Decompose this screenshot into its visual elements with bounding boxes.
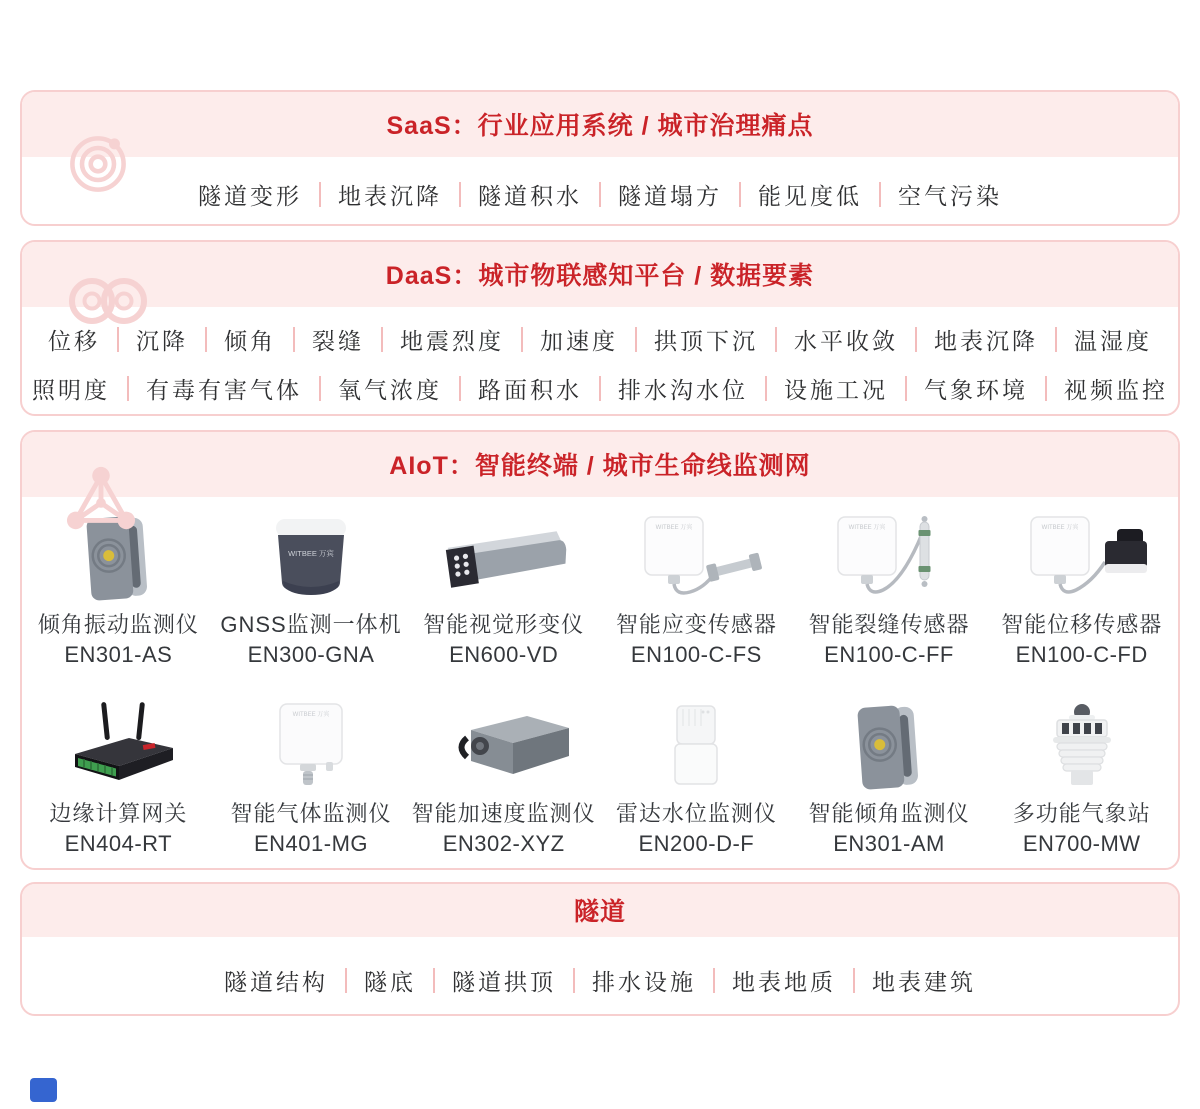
accelerometer-image (419, 698, 589, 794)
aiot-products-row-2 (22, 698, 1178, 859)
product-name: 雷达水位监测仪 (615, 801, 777, 826)
product-name: 智能应变传感器 (615, 612, 777, 637)
product-card (407, 698, 600, 859)
list-item: 水平收敛 (794, 328, 898, 354)
product-model: EN300-GNA (247, 642, 375, 667)
product-card (407, 509, 600, 670)
product-name: GNSS监测一体机 (220, 612, 402, 637)
list-item: 路面积水 (478, 377, 582, 403)
list-item: 隧道塌方 (618, 183, 722, 209)
product-name: 倾角振动监测仪 (37, 612, 199, 637)
displacement-sensor-image (997, 509, 1167, 605)
product-model: EN700-MW (1022, 831, 1141, 856)
product-card (793, 698, 986, 859)
list-item: 地震烈度 (400, 328, 504, 354)
list-item: 排水设施 (592, 969, 696, 995)
list-item: 地表地质 (732, 969, 836, 995)
tunnel-section (20, 882, 1180, 1016)
product-name: 边缘计算网关 (49, 801, 188, 826)
list-item: 氧气浓度 (338, 377, 442, 403)
product-card (985, 698, 1178, 859)
saas-items-row (181, 178, 1019, 211)
brand-label: WITBEE 万宾 (848, 525, 886, 531)
aiot-section-title: AIoT：智能终端 / 城市生命线监测网 (22, 432, 1178, 497)
edge-gateway-image (33, 698, 203, 794)
product-name: 智能加速度监测仪 (411, 801, 596, 826)
aiot-products-row-1 (22, 509, 1178, 670)
list-item: 视频监控 (1064, 377, 1168, 403)
daas-items-row-2 (20, 372, 1180, 405)
tilt-vibration-monitor-image (33, 509, 203, 605)
aiot-section (20, 430, 1180, 870)
saas-section-title: SaaS：行业应用系统 / 城市治理痛点 (22, 92, 1178, 157)
product-model: EN401-MG (253, 831, 369, 856)
product-card (985, 509, 1178, 670)
daas-section-title: DaaS：城市物联感知平台 / 数据要素 (22, 242, 1178, 307)
brand-label: WITBEE 万宾 (1041, 525, 1079, 531)
list-item: 地表建筑 (872, 969, 976, 995)
product-model: EN301-AS (64, 642, 173, 667)
product-name: 智能气体监测仪 (230, 801, 392, 826)
list-item: 地表沉降 (338, 183, 442, 209)
list-item: 能见度低 (758, 183, 862, 209)
list-item: 地表沉降 (934, 328, 1038, 354)
vision-camera-image (419, 509, 589, 605)
list-item: 空气污染 (898, 183, 1002, 209)
product-model: EN100-C-FD (1015, 642, 1148, 667)
product-name: 智能裂缝传感器 (808, 612, 970, 637)
saas-section (20, 90, 1180, 226)
brand-label: WITBEE 万宾 (288, 549, 334, 558)
blue-square-marker (30, 1078, 57, 1102)
product-name: 智能视觉形变仪 (423, 612, 585, 637)
product-model: EN301-AM (833, 831, 945, 856)
list-item: 裂缝 (312, 328, 364, 354)
list-item: 隧道变形 (198, 183, 302, 209)
tunnel-section-title: 隧道 (22, 884, 1178, 937)
strain-sensor-image (611, 509, 781, 605)
daas-items-row-1 (31, 323, 1169, 356)
list-item: 加速度 (540, 328, 618, 354)
product-model: EN100-C-FS (630, 642, 762, 667)
product-card (215, 698, 408, 859)
product-model: EN600-VD (449, 642, 559, 667)
radar-level-monitor-image (611, 698, 781, 794)
list-item: 沉降 (136, 328, 188, 354)
product-card (600, 509, 793, 670)
brand-label: WITBEE 万宾 (656, 525, 693, 531)
list-item: 照明度 (32, 377, 110, 403)
product-card (22, 509, 215, 670)
tunnel-items-row (207, 964, 993, 997)
list-item: 设施工况 (784, 377, 888, 403)
weather-station-image (997, 698, 1167, 794)
list-item: 隧道积水 (478, 183, 582, 209)
product-card (793, 509, 986, 670)
product-model: EN302-XYZ (442, 831, 565, 856)
tilt-monitor-image (804, 698, 974, 794)
brand-label: WITBEE 万宾 (292, 712, 330, 718)
list-item: 倾角 (224, 328, 276, 354)
list-item: 拱顶下沉 (654, 328, 758, 354)
list-item: 温湿度 (1074, 328, 1152, 354)
list-item: 位移 (48, 328, 100, 354)
crack-sensor-image (804, 509, 974, 605)
product-model: EN100-C-FF (824, 642, 954, 667)
product-card (215, 509, 408, 670)
product-name: 多功能气象站 (1012, 801, 1151, 826)
list-item: 有毒有害气体 (146, 377, 302, 403)
product-model: EN404-RT (64, 831, 173, 856)
list-item: 排水沟水位 (618, 377, 748, 403)
list-item: 气象环境 (924, 377, 1028, 403)
product-name: 智能位移传感器 (1001, 612, 1163, 637)
daas-section (20, 240, 1180, 416)
product-model: EN200-D-F (638, 831, 755, 856)
gnss-monitor-image (226, 509, 396, 605)
product-name: 智能倾角监测仪 (808, 801, 970, 826)
product-card (600, 698, 793, 859)
list-item: 隧道结构 (224, 969, 328, 995)
list-item: 隧底 (364, 969, 416, 995)
list-item: 隧道拱顶 (452, 969, 556, 995)
product-card (22, 698, 215, 859)
gas-monitor-image (226, 698, 396, 794)
